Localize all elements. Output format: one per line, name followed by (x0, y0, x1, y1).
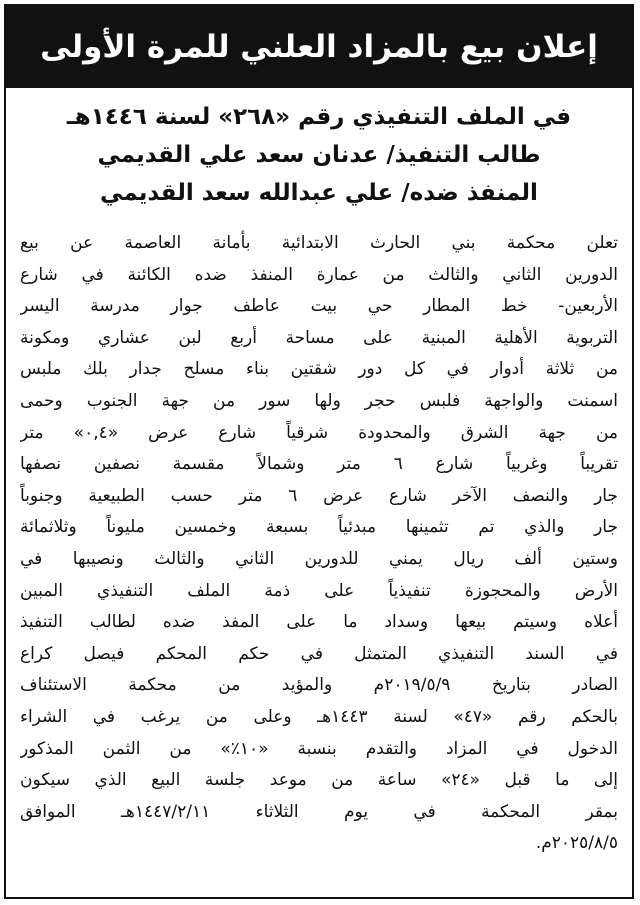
body-line: التربوية الأهلية المبنية على مساحة أربع لبن عشاري ومكونة (20, 327, 618, 348)
defendant-heading: المنفذ ضده/ علي عبدالله سعد القديمي (100, 180, 538, 206)
body-line: إلى ما قبل «٢٤» ساعة من موعد جلسة البيع الذي سيكون (20, 770, 618, 791)
body-line: الدخول في المزاد والتقدم بنسبة «١٠٪» من الثمن المذكور (20, 738, 618, 759)
body-line: بالحكم رقم «٤٧» لسنة ١٤٤٣هـ وعلى من يرغب في الشراء (20, 706, 618, 727)
notice-frame (4, 4, 634, 899)
body-line: الصادر بتاريخ ٢٠١٩/٥/٩م والمؤيد من محكمة الاستئناف (20, 675, 618, 696)
body-line: تعلن محكمة بني الحارث الابتدائية بأمانة العاصمة عن بيع (20, 233, 618, 253)
body-line: ٢٠٢٥/٨/٥م. (535, 833, 618, 854)
body-line: الأربعين- خط المطار حي بيت عاطف جوار مدرسة اليسر (20, 296, 618, 317)
body-line: وستين ألف ريال يمني للدورين الثاني والثالث ونصيبها في (20, 548, 618, 569)
body-line: في السند التنفيذي المتمثل في حكم المحكم فيصل كراع (20, 643, 618, 664)
title-banner (6, 6, 632, 88)
body-line: من ثلاثة أدوار في كل دور شقتين بناء مسلح جدار بلك ملبس (20, 359, 618, 380)
body-line: جار والنصف الآخر شارع عرض ٦ متر حسب الطبيعية وجنوباً (20, 485, 618, 506)
body-line: من جهة الشرق والمحدودة شرقياً شارع عرض «٠,٤» متر (20, 422, 618, 443)
body-line: تقريباً وغربياً شارع ٦ متر وشمالاً مقسمة نصفين نصفها (20, 454, 618, 475)
body-line: الأرض والمحجوزة تنفيذياً على ذمة الملف التنفيذي المبين (20, 580, 618, 601)
body-line: الدورين الثاني والثالث من عمارة المنفذ ضده الكائنة في شارع (20, 264, 618, 285)
body-line: أعلاه وسيتم بيعها وسداد ما على المفذ ضده لطالب التنفيذ (20, 612, 618, 633)
claimant-heading: طالب التنفيذ/ عدنان سعد علي القديمي (97, 142, 541, 168)
body-line: بمقر المحكمة في يوم الثلاثاء ١٤٤٧/٢/١١هـ الموافق (20, 801, 618, 822)
case-headings (16, 98, 622, 212)
body-line: جار والذي تم تثمينها مبدئياً بسبعة وخمسين مليوناً وثلاثمائة (20, 517, 618, 538)
case-number-heading: في الملف التنفيذي رقم «٢٦٨» لسنة ١٤٤٦هـ (66, 104, 572, 130)
notice-body (20, 228, 618, 860)
body-line: اسمنت والواجهة فلبس حجر ولها سور من جهة الجنوب وحمى (20, 390, 618, 411)
notice-title: إعلان بيع بالمزاد العلني للمرة الأولى (40, 29, 598, 65)
